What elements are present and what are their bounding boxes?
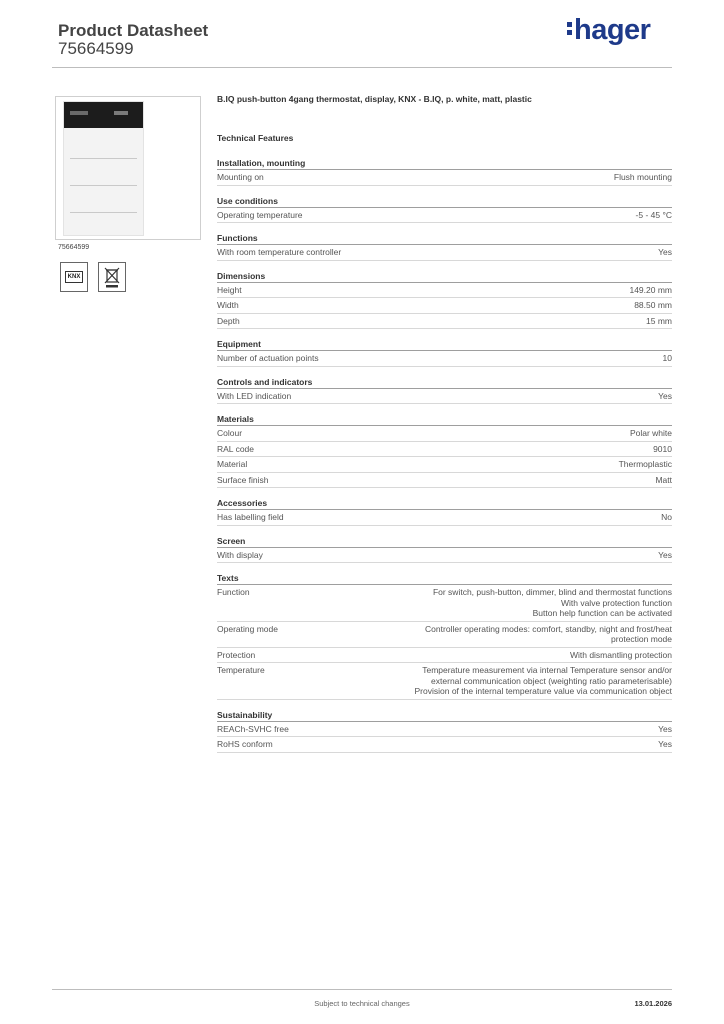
spec-row bbox=[217, 245, 672, 261]
section-title: Materials bbox=[217, 414, 672, 426]
spec-label: Function bbox=[217, 587, 250, 597]
section-title: Use conditions bbox=[217, 196, 672, 208]
spec-value bbox=[382, 210, 672, 221]
spec-value bbox=[382, 316, 672, 327]
spec-value-line: Yes bbox=[658, 739, 672, 749]
spec-value-line: Button help function can be activated bbox=[532, 608, 672, 618]
section-title: Controls and indicators bbox=[217, 377, 672, 389]
image-caption-code: 75664599 bbox=[58, 244, 90, 251]
spec-value-line: 15 mm bbox=[646, 315, 672, 326]
spec-value bbox=[382, 444, 672, 455]
spec-label: With LED indication bbox=[217, 390, 292, 401]
spec-row bbox=[217, 585, 672, 622]
spec-row bbox=[217, 314, 672, 330]
spec-value-line: Controller operating modes: comfort, standby, night and frost/heat bbox=[425, 623, 672, 634]
spec-content bbox=[217, 94, 672, 763]
spec-row bbox=[217, 442, 672, 458]
spec-label: Depth bbox=[217, 315, 240, 326]
spec-row bbox=[217, 622, 672, 648]
spec-label: With display bbox=[217, 549, 263, 560]
spec-value bbox=[382, 739, 672, 750]
spec-value bbox=[382, 391, 672, 402]
spec-value-line: Thermoplastic bbox=[618, 459, 672, 469]
spec-value bbox=[382, 665, 672, 697]
spec-row bbox=[217, 722, 672, 738]
spec-value-line: Polar white bbox=[629, 428, 672, 438]
section-title: Sustainability bbox=[217, 710, 672, 722]
spec-value-line: Yes bbox=[658, 390, 672, 401]
spec-row bbox=[217, 457, 672, 473]
spec-section bbox=[217, 377, 672, 405]
footer-date: 13.01.2026 bbox=[634, 999, 672, 1008]
spec-value-line: -5 - 45 °C bbox=[635, 209, 672, 220]
spec-value bbox=[382, 172, 672, 183]
spec-row bbox=[217, 170, 672, 186]
spec-sections bbox=[217, 158, 672, 753]
spec-label: REACh-SVHC free bbox=[217, 723, 289, 734]
device-display bbox=[64, 102, 143, 128]
spec-label: Protection bbox=[217, 649, 256, 660]
spec-value-line: protection mode bbox=[611, 634, 672, 644]
spec-row bbox=[217, 663, 672, 700]
spec-value-line: Provision of the internal temperature value via communication object bbox=[414, 686, 672, 696]
section-title: Texts bbox=[217, 573, 672, 585]
product-image bbox=[63, 101, 144, 236]
section-title: Dimensions bbox=[217, 271, 672, 283]
spec-value-line: 88.50 mm bbox=[634, 300, 672, 310]
spec-label: RAL code bbox=[217, 443, 255, 454]
spec-value-line: 9010 bbox=[653, 443, 672, 454]
spec-value-line: 149.20 mm bbox=[629, 284, 672, 295]
spec-row bbox=[217, 389, 672, 405]
knx-icon bbox=[60, 262, 88, 292]
spec-value bbox=[382, 300, 672, 311]
spec-section bbox=[217, 414, 672, 488]
spec-value bbox=[382, 475, 672, 486]
spec-value bbox=[382, 428, 672, 439]
spec-value bbox=[382, 650, 672, 661]
spec-row bbox=[217, 283, 672, 299]
product-name: B.IQ push-button 4gang thermostat, display, KNX - B.IQ, p. white, matt, plastic bbox=[217, 94, 532, 104]
spec-label: RoHS conform bbox=[217, 739, 273, 749]
section-title: Equipment bbox=[217, 339, 672, 351]
spec-label: Number of actuation points bbox=[217, 353, 319, 363]
footer-divider bbox=[52, 989, 672, 990]
logo-text: hager bbox=[574, 14, 651, 46]
spec-label: Colour bbox=[217, 428, 243, 438]
spec-label: Surface finish bbox=[217, 474, 269, 485]
spec-label: Height bbox=[217, 284, 242, 295]
spec-section bbox=[217, 158, 672, 186]
header-divider bbox=[52, 67, 672, 68]
spec-label: Mounting on bbox=[217, 172, 264, 182]
section-title: Installation, mounting bbox=[217, 158, 672, 170]
spec-label: Material bbox=[217, 459, 248, 469]
spec-label: With room temperature controller bbox=[217, 247, 342, 257]
spec-value bbox=[382, 587, 672, 619]
page-title: Product Datasheet bbox=[58, 21, 209, 40]
spec-value bbox=[382, 512, 672, 523]
spec-label: Operating temperature bbox=[217, 209, 303, 220]
spec-label: Has labelling field bbox=[217, 512, 284, 522]
weee-bin-icon bbox=[98, 262, 126, 292]
spec-value-line: 10 bbox=[662, 353, 672, 363]
spec-row bbox=[217, 648, 672, 664]
spec-value-line: With dismantling protection bbox=[569, 649, 672, 660]
spec-section bbox=[217, 339, 672, 367]
spec-value bbox=[382, 459, 672, 470]
spec-value-line: Yes bbox=[658, 247, 672, 257]
spec-section bbox=[217, 710, 672, 753]
product-code-heading: 75664599 bbox=[58, 39, 134, 58]
product-image-frame bbox=[55, 96, 201, 240]
spec-row bbox=[217, 208, 672, 224]
spec-label: Operating mode bbox=[217, 623, 278, 634]
spec-value bbox=[382, 624, 672, 645]
spec-row bbox=[217, 351, 672, 367]
spec-value bbox=[382, 550, 672, 561]
logo-dots-icon bbox=[567, 19, 572, 38]
section-title: Screen bbox=[217, 536, 672, 548]
footer-note: Subject to technical changes bbox=[314, 999, 410, 1008]
spec-value-line: Temperature measurement via internal Temperature sensor and/or bbox=[422, 665, 672, 675]
spec-value-line: external communication object (weighting ratio parameterisable) bbox=[431, 675, 672, 686]
spec-value-line: No bbox=[661, 512, 672, 522]
spec-value bbox=[382, 353, 672, 364]
spec-value-line: Yes bbox=[658, 549, 672, 560]
technical-features-title: Technical Features bbox=[217, 133, 294, 143]
spec-section bbox=[217, 573, 672, 700]
section-title: Functions bbox=[217, 233, 672, 245]
hager-logo bbox=[567, 14, 650, 47]
spec-value-line: With valve protection function bbox=[560, 597, 672, 608]
spec-value-line: Matt bbox=[655, 474, 672, 485]
spec-section bbox=[217, 196, 672, 224]
section-title: Accessories bbox=[217, 498, 672, 510]
spec-section bbox=[217, 233, 672, 261]
spec-value bbox=[382, 247, 672, 258]
spec-row bbox=[217, 737, 672, 753]
spec-label: Temperature bbox=[217, 665, 265, 675]
spec-value-line: Yes bbox=[658, 723, 672, 734]
spec-value-line: Flush mounting bbox=[613, 172, 672, 182]
spec-value bbox=[382, 285, 672, 296]
knx-badge-label: KNX bbox=[65, 271, 83, 283]
spec-row bbox=[217, 548, 672, 564]
spec-row bbox=[217, 426, 672, 442]
spec-label: Width bbox=[217, 300, 239, 310]
spec-section bbox=[217, 498, 672, 526]
spec-value-line: For switch, push-button, dimmer, blind and thermostat functions bbox=[432, 587, 672, 597]
spec-row bbox=[217, 510, 672, 526]
spec-row bbox=[217, 473, 672, 489]
spec-section bbox=[217, 536, 672, 564]
spec-row bbox=[217, 298, 672, 314]
spec-section bbox=[217, 271, 672, 330]
spec-value bbox=[382, 724, 672, 735]
